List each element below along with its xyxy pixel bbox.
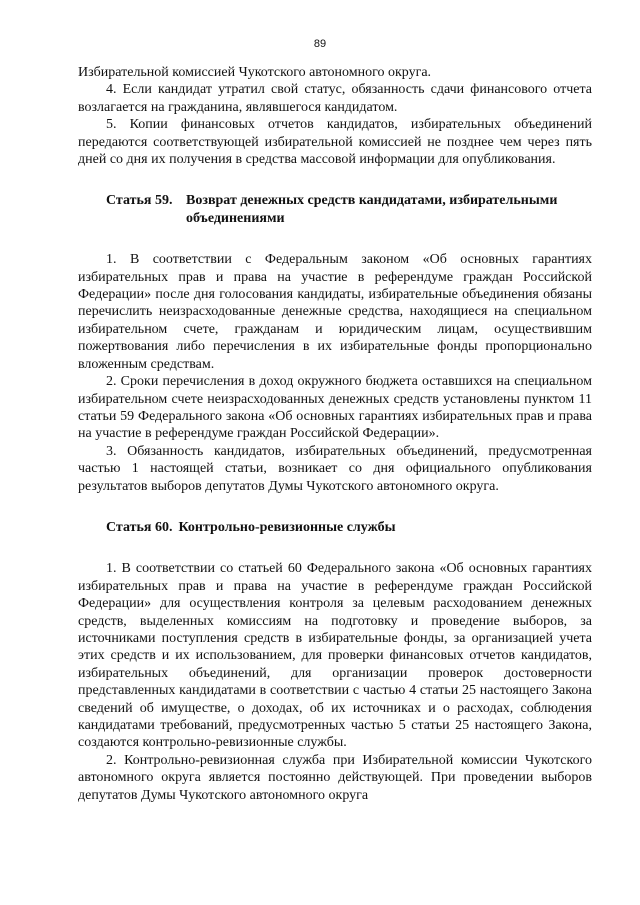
article-60-paragraph-2: 2. Контрольно-ревизионная служба при Избирательной комиссии Чукотского автономного округа является постоянно действующей. При проведении выборов депутатов Думы Чукотского автономного округа	[78, 752, 592, 803]
article-59-paragraph-3: 3. Обязанность кандидатов, избирательных объединений, предусмотренная частью 1 настоящей статьи, возникает со дня официального опубликования результатов выборов депутатов Думы Чукотского автономного округа.	[78, 443, 592, 494]
paragraph-continuation: Избирательной комиссией Чукотского автономного округа.	[78, 65, 432, 80]
article-60-title: Контрольно-ревизионные службы	[178, 519, 396, 535]
article-59-number: Статья 59.	[106, 193, 173, 209]
page-content	[78, 64, 592, 804]
article-60-heading	[78, 519, 592, 536]
paragraph-item-4: 4. Если кандидат утратил свой статус, обязанность сдачи финансового отчета возлагается на гражданина, являвшегося кандидатом.	[78, 82, 592, 115]
page-number: 89	[313, 38, 327, 50]
paragraph-item-5: 5. Копии финансовых отчетов кандидатов, избирательных объединений передаются соответствующей избирательной комиссией не позднее чем через пять дней со дня их получения в средства массовой информации для опубликования.	[78, 117, 592, 168]
article-59-paragraph-2: 2. Сроки перечисления в доход окружного бюджета оставшихся на специальном избирательном счете неизрасходованных денежных средств установлены пунктом 11 статьи 59 Федерального закона «Об основных гарантиях избирательных прав и права на участие в референдуме граждан Российской Федерации».	[78, 374, 592, 442]
article-60-paragraph-1: 1. В соответствии со статьей 60 Федерального закона «Об основных гарантиях избирательных прав и права на участие в референдуме граждан Российской Федерации» для осуществления контроля за целевым расходованием денежных средств, выделенных комиссиям на подготовку и проведение выборов, за источниками поступления средств в избирательные фонды, за организацией учета этих средств и их использованием, для проверки финансовых отчетов кандидатов, избирательных объединений, для организации проверок достоверности представленных кандидатами в соответствии с частью 4 статьи 25 настоящего Закона сведений об имуществе, о доходах, об их источниках и о расходах, соблюдения кандидатами требований, предусмотренных частью 5 статьи 25 настоящего Закона, создаются контрольно-ревизионные службы.	[78, 561, 592, 751]
article-60-number: Статья 60.	[106, 519, 173, 535]
article-59-heading	[78, 192, 592, 227]
article-59-title: Возврат денежных средств кандидатами, избирательными объединениями	[186, 193, 558, 226]
article-59-paragraph-1: 1. В соответствии с Федеральным законом «Об основных гарантиях избирательных прав и права на участие в референдуме граждан Российской Федерации» после дня голосования кандидаты, избирательные объединения обязаны перечислить неизрасходованные денежные средства, находящиеся на специальном избирательном счете, гражданам и юридическим лицам, осуществившим пожертвования либо перечисления в их избирательные фонды пропорционально вложенным средствам.	[78, 252, 592, 372]
